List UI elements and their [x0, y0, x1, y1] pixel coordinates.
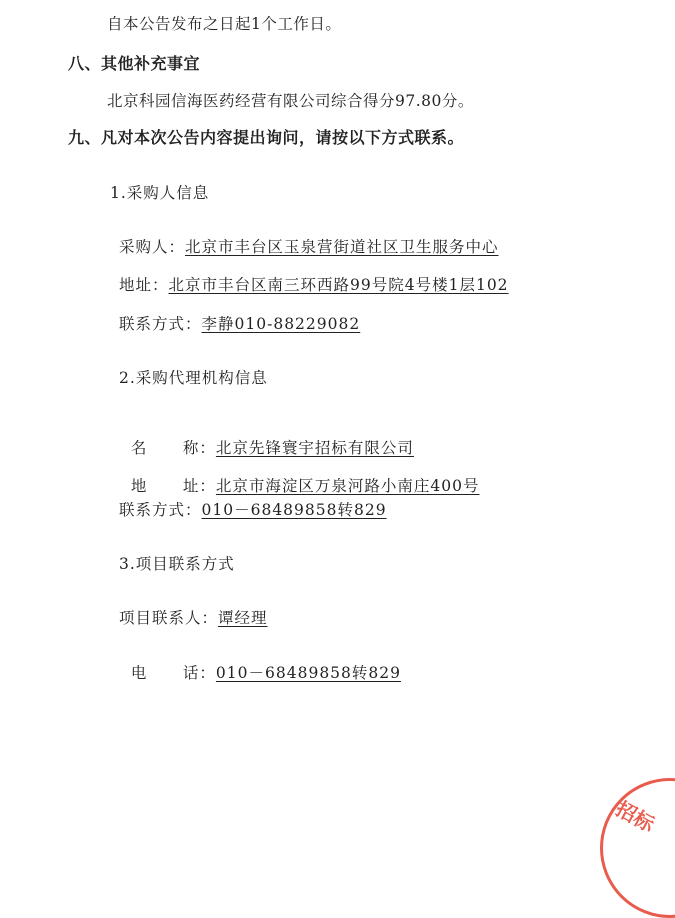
project-phone-label: 电 话： [130, 663, 216, 682]
agency-address-label: 地 址： [130, 476, 216, 495]
official-seal-stamp [600, 778, 675, 918]
purchaser-name-value: 北京市丰台区玉泉营街道社区卫生服务中心 [185, 238, 499, 256]
project-contact-title: 3.项目联系方式 [119, 555, 235, 573]
agency-name-value: 北京先锋寰宇招标有限公司 [215, 438, 414, 457]
score-text: 北京科园信海医药经营有限公司综合得分97.80分。 [107, 92, 474, 110]
agency-contact-label: 联系方式： [119, 501, 202, 519]
agency-address-value: 北京市海淀区万泉河路小南庄400号 [215, 476, 480, 495]
section-8-heading: 八、其他补充事宜 [68, 54, 201, 73]
purchaser-address-value: 北京市丰台区南三环西路99号院4号楼1层102 [168, 276, 509, 294]
seal-text: 招标 [611, 796, 659, 837]
agency-name-row [119, 425, 414, 456]
project-phone-value: 010－68489858转829 [215, 663, 401, 682]
purchaser-name-label: 采购人： [119, 238, 186, 256]
purchaser-contact-value: 李静010-88229082 [201, 315, 361, 333]
purchaser-name-row [119, 240, 499, 256]
deadline-text: 自本公告发布之日起1个工作日。 [107, 15, 342, 33]
purchaser-contact-row [119, 317, 360, 333]
agency-contact-value: 010－68489858转829 [201, 501, 387, 519]
section-9-heading: 九、凡对本次公告内容提出询问，请按以下方式联系。 [68, 128, 465, 147]
agency-name-label: 名 称： [130, 438, 216, 457]
purchaser-address-row [119, 278, 509, 294]
project-person-value: 谭经理 [218, 609, 268, 627]
agency-address-row [119, 463, 480, 494]
project-person-label: 项目联系人： [119, 609, 219, 627]
purchaser-address-label: 地址： [119, 276, 169, 294]
purchaser-info-title: 1.采购人信息 [110, 184, 210, 202]
project-person-row [119, 611, 268, 627]
purchaser-contact-label: 联系方式： [119, 315, 202, 333]
project-phone-row [119, 650, 401, 681]
agency-info-title: 2.采购代理机构信息 [119, 369, 268, 387]
agency-contact-row [119, 503, 387, 519]
